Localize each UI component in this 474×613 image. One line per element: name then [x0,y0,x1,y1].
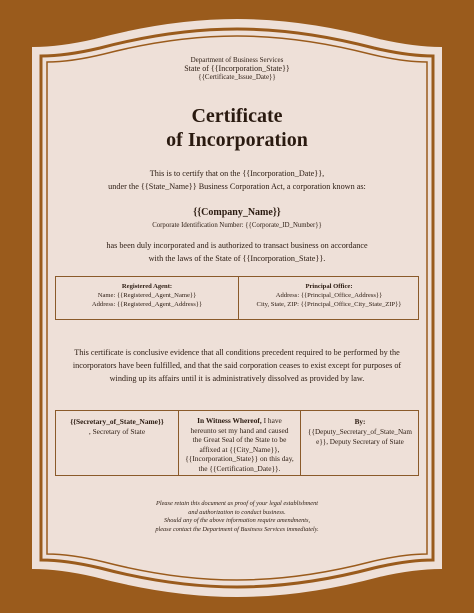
footer-line-1: Please retain this document as proof of your legal establishment [155,500,318,507]
state-line: State of {{Incorporation_State}} [184,64,290,73]
registered-agent-name: Name: {{Registered_Agent_Name}} [97,292,197,299]
deputy-cell [301,411,419,475]
issue-date: {{Certificate_Issue_Date}} [198,73,276,81]
incorporation-text [57,239,417,265]
corporate-id-label: Corporate Identification Number: [152,222,244,229]
intro-line-2: under the {{State_Name}} Business Corporation Act, a corporation known as: [108,182,366,191]
intro-text [57,167,417,193]
witness-rest: I have [261,416,282,425]
corporate-id [87,221,387,230]
deputy-line-2: e}}, Deputy Secretary of State [316,438,404,446]
deputy-line-1: {{Deputy_Secretary_of_State_Nam [308,428,412,436]
incorporation-line-2: with the laws of the State of {{Incorporation_State}}. [148,254,326,263]
incorporation-line-1: has been duly incorporated and is authorized to transact business on accordance [106,241,368,250]
evidence-line-3: winding up its affairs until it is administratively dissolved as provided by law. [109,374,365,383]
witness-line-4: affixed at {{City_Name}}, [199,444,280,454]
department-name: Department of Business Services [190,56,284,64]
witness-line-2: hereunto set my hand and caused [190,425,289,435]
secretary-title: , Secretary of State [88,427,146,436]
corporate-id-value: {{Corporate_ID_Number}} [245,222,322,229]
page-title [87,104,387,152]
footer-line-4: please contact the Department of Business Services immediately. [155,525,319,533]
title-line-1: Certificate [191,105,283,127]
by-label: By: [354,418,366,426]
witness-line-6: the {{Certification_Date}}. [198,463,281,473]
evidence-line-1: This certificate is conclusive evidence that all conditions precedent required to be performed by the [74,348,400,357]
evidence-line-2: incorporators have been fulfilled, and that the said corporation ceases to exist except for purposes of [72,361,402,370]
witness-cell [179,411,300,475]
signatures-box [55,410,419,476]
footer-line-3: Should any of the above information require amendments, [163,517,311,525]
registered-agent-address: Address: {{Registered_Agent_Address}} [91,301,203,308]
intro-line-1: This is to certify that on the {{Incorporation_Date}}, [149,169,325,178]
secretary-cell [56,411,178,475]
principal-office-city: City, State, ZIP: {{Principal_Office_City_State_ZIP}} [256,301,402,308]
company-name: {{Company_Name}} [193,207,281,218]
witness-line-1 [179,416,300,426]
witness-line-3: the Great Seal of the State to be [192,435,287,445]
footer-line-2: and authorization to conduct business. [188,508,286,516]
title-line-2: of Incorporation [166,129,308,151]
witness-bold: In Witness Whereof, [197,416,262,425]
secretary-name: {{Secretary_of_State_Name}} [70,417,164,426]
agent-office-box [55,276,419,320]
evidence-text [50,346,424,385]
witness-line-5: {{Incorporation_State}} on this day, [185,454,294,464]
registered-agent-cell [56,277,238,319]
principal-office-cell [239,277,419,319]
principal-office-heading: Principal Office: [305,283,353,290]
principal-office-address: Address: {{Principal_Office_Address}} [275,292,383,299]
registered-agent-heading: Registered Agent: [121,283,173,290]
footer-note [87,500,387,534]
